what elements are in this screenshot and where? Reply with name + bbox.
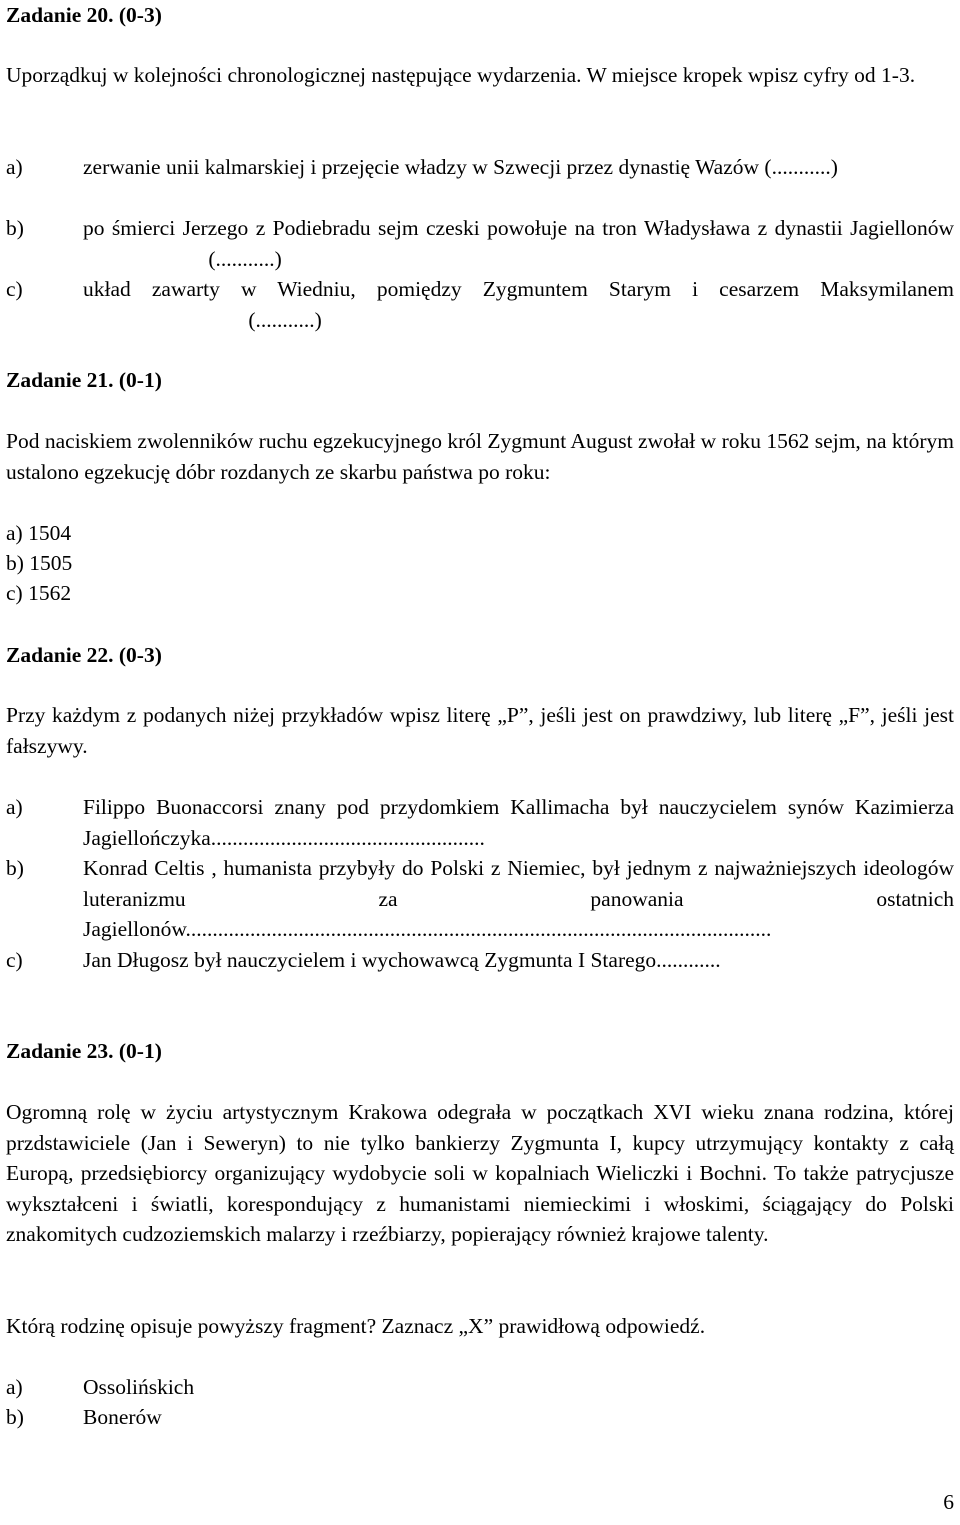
task-23-option-a[interactable] bbox=[6, 1372, 954, 1403]
task-21-option-a[interactable] bbox=[6, 518, 954, 549]
option-letter: c) bbox=[6, 948, 23, 972]
task-20-option-c bbox=[6, 274, 954, 335]
option-letter: b) bbox=[6, 216, 24, 240]
option-letter: a) bbox=[6, 521, 23, 545]
answer-blank[interactable]: (...........) bbox=[248, 307, 322, 332]
option-letter: c) bbox=[6, 581, 23, 605]
option-text: układ zawarty w Wiedniu, pomiędzy Zygmuntem Starym i cesarzem Maksymilanem bbox=[83, 277, 954, 301]
option-text: 1562 bbox=[28, 581, 72, 605]
answer-blank[interactable]: (...........) bbox=[764, 155, 838, 179]
task-22-option-c[interactable] bbox=[6, 945, 954, 976]
option-text: Ossolińskich bbox=[83, 1375, 195, 1399]
task-21-option-c[interactable] bbox=[6, 578, 954, 609]
task-23-option-b[interactable] bbox=[6, 1402, 954, 1433]
option-letter: a) bbox=[6, 1375, 23, 1399]
option-text: Filippo Buonaccorsi znany pod przydomkiem Kallimacha był nauczycielem synów Kazimierza Jagiellończyka................................................... bbox=[83, 795, 954, 850]
task-23-passage: Ogromną rolę w życiu artystycznym Krakowa odegrała w początkach XVI wieku znana rodzina, której przdstawiciele (Jan i Seweryn) to nie tylko bankierzy Zygmunta I, kupcy utrzymujący kontakty z całą Europą, przedsiębiorcy organizujący wydobycie soli w kopalniach Wieliczki i Bochni. To także patrycjusze wykształceni i światli, korespondujący z humanistami niemieckimi i włoskimi, ściągający do Polski znakomitych cudzoziemskich malarzy i rzeźbiarzy, popierający również krajowe talenty. bbox=[6, 1100, 954, 1246]
option-letter: b) bbox=[6, 551, 24, 575]
task-23-title: Zadanie 23. (0-1) bbox=[6, 1039, 162, 1063]
option-text: Jan Długosz był nauczycielem i wychowawcą Zygmunta I Starego............ bbox=[83, 948, 721, 972]
task-20-option-b bbox=[6, 213, 954, 274]
option-letter: a) bbox=[6, 795, 23, 819]
option-letter: a) bbox=[6, 155, 23, 179]
option-text: Bonerów bbox=[83, 1405, 162, 1429]
task-22-title: Zadanie 22. (0-3) bbox=[6, 643, 162, 667]
task-20-instruction: Uporządkuj w kolejności chronologicznej następujące wydarzenia. W miejsce kropek wpisz cyfry od 1-3. bbox=[6, 63, 916, 87]
option-letter: c) bbox=[6, 277, 23, 301]
task-20-title: Zadanie 20. (0-3) bbox=[6, 3, 162, 27]
option-text: Konrad Celtis , humanista przybyły do Polski z Niemiec, był jednym z najważniejszych ideologów luteranizmu za panowania ostatnich Jagiellonów............................................................................................................. bbox=[83, 856, 954, 941]
task-21-title: Zadanie 21. (0-1) bbox=[6, 368, 162, 392]
task-21-option-b[interactable] bbox=[6, 548, 954, 579]
option-letter: b) bbox=[6, 856, 24, 880]
task-22-option-b[interactable] bbox=[6, 853, 954, 945]
answer-blank[interactable]: (...........) bbox=[208, 246, 282, 271]
option-text: 1504 bbox=[28, 521, 72, 545]
task-22-option-a[interactable] bbox=[6, 792, 954, 853]
option-text: zerwanie unii kalmarskiej i przejęcie władzy w Szwecji przez dynastię Wazów bbox=[83, 155, 760, 179]
task-22-instruction: Przy każdym z podanych niżej przykładów wpisz literę „P”, jeśli jest on prawdziwy, lub literę „F”, jeśli jest fałszywy. bbox=[6, 703, 954, 758]
task-23-question: Którą rodzinę opisuje powyższy fragment? Zaznacz „X” prawidłową odpowiedź. bbox=[6, 1314, 706, 1338]
task-21-instruction: Pod naciskiem zwolenników ruchu egzekucyjnego król Zygmunt August zwołał w roku 1562 sejm, na którym ustalono egzekucję dóbr rozdanych ze skarbu państwa po roku: bbox=[6, 429, 954, 484]
task-20-option-a bbox=[6, 152, 954, 183]
option-letter: b) bbox=[6, 1405, 24, 1429]
page-number: 6 bbox=[943, 1490, 954, 1514]
option-text: 1505 bbox=[29, 551, 73, 575]
option-text: po śmierci Jerzego z Podiebradu sejm czeski powołuje na tron Władysława z dynastii Jagiellonów bbox=[83, 216, 954, 240]
